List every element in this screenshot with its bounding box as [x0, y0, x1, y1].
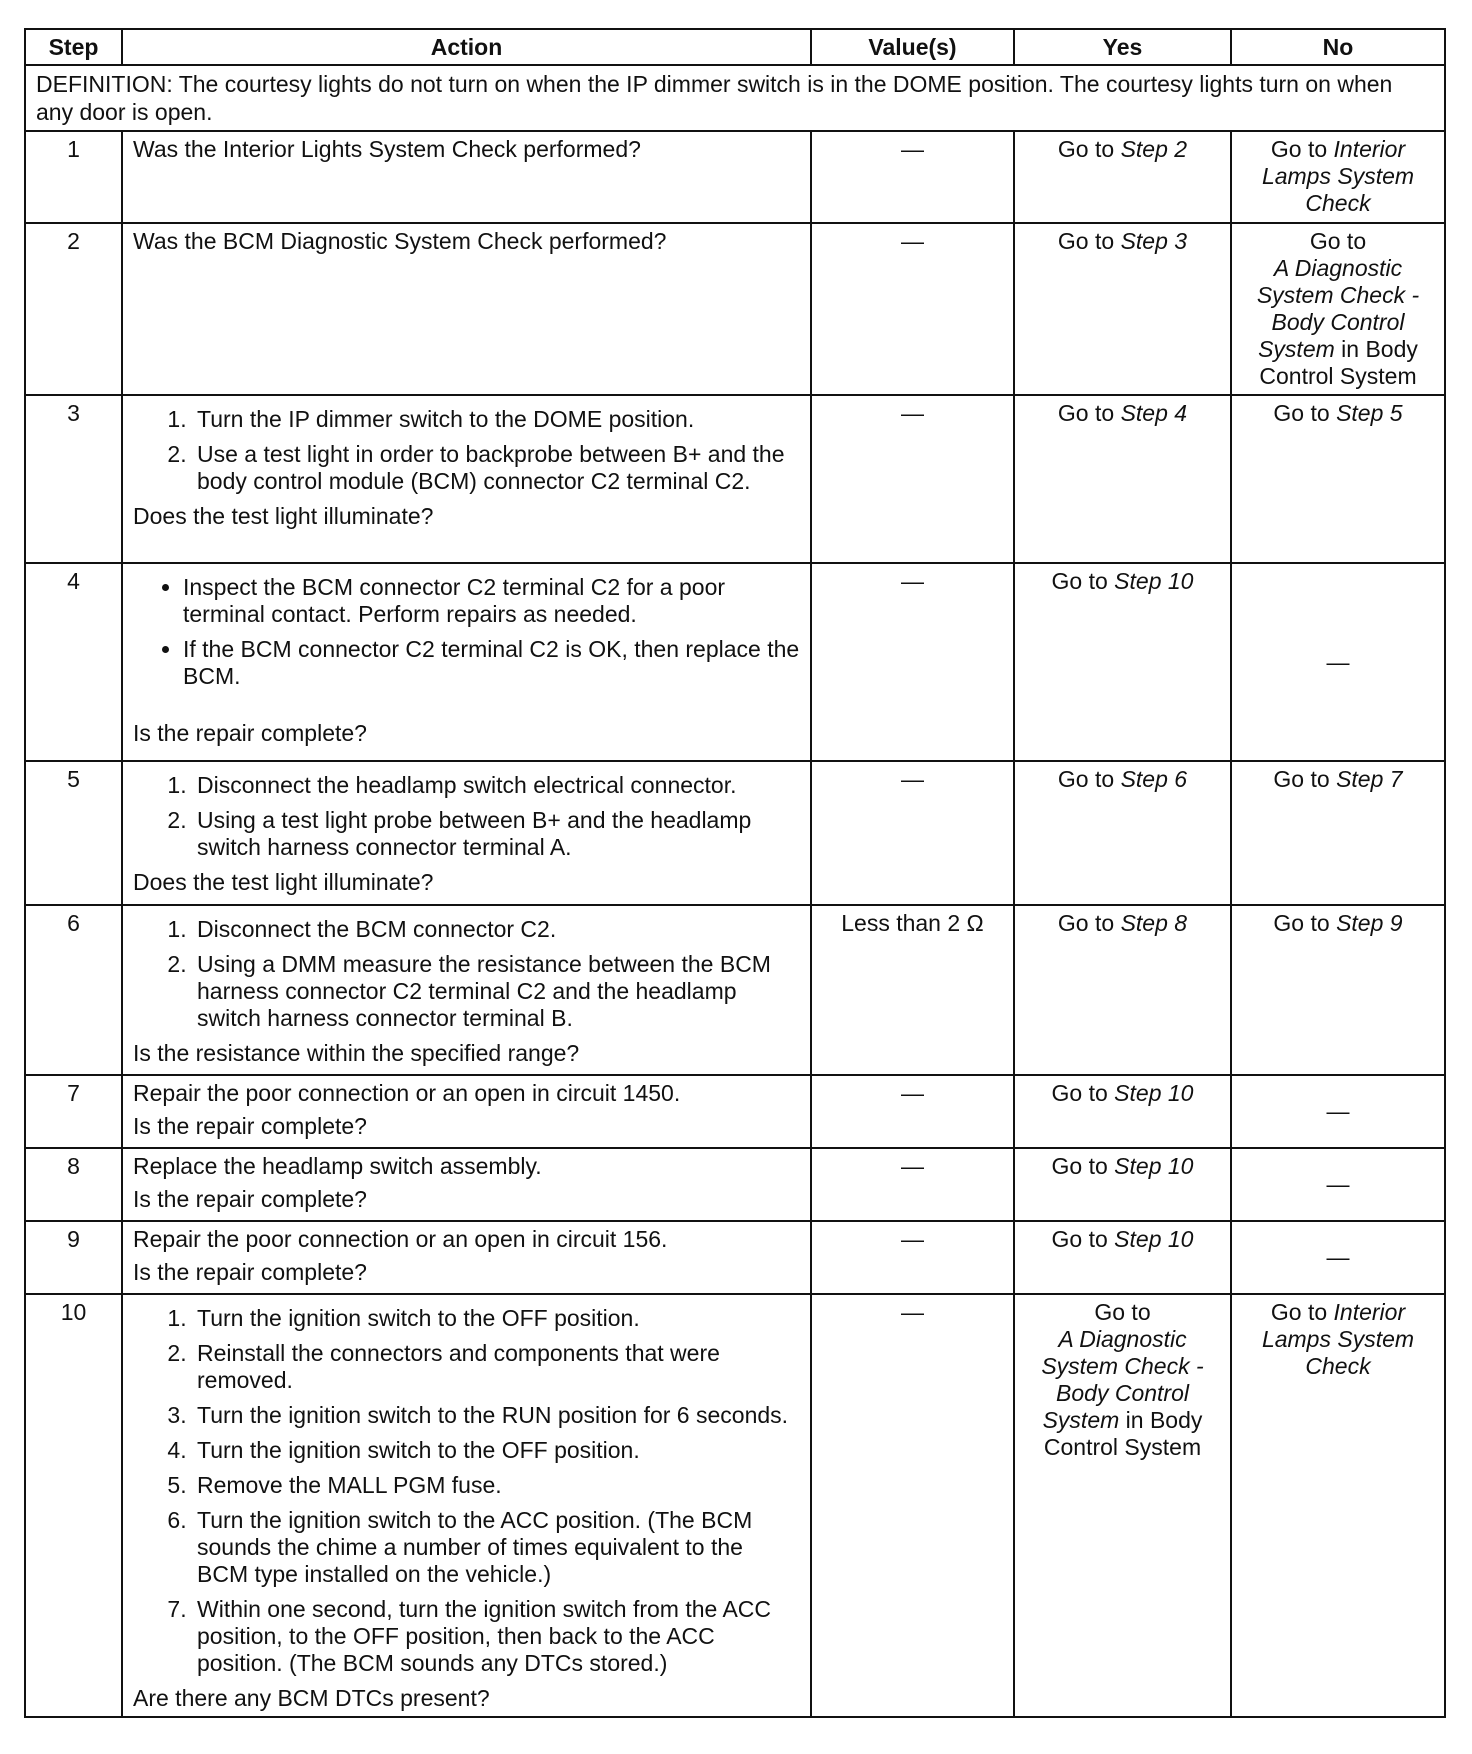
step-number: 7	[25, 1075, 122, 1148]
list-item: 1. Turn the ignition switch to the OFF position.	[193, 1305, 800, 1332]
action-cell	[122, 1294, 811, 1717]
yes-cell: Go to Step 10	[1014, 1075, 1231, 1148]
yes-cell: Go to Step 10	[1014, 1221, 1231, 1294]
step-number: 5	[25, 761, 122, 905]
list-item: 3. Turn the ignition switch to the RUN position for 6 seconds.	[193, 1402, 800, 1429]
header-action: Action	[122, 29, 811, 65]
value-cell: —	[811, 1075, 1014, 1148]
no-cell: —	[1231, 1148, 1445, 1221]
action-question: Is the repair complete?	[133, 1113, 367, 1139]
yes-cell: Go to Step 10	[1014, 563, 1231, 761]
list-item: 4. Turn the ignition switch to the OFF position.	[193, 1437, 800, 1464]
table-row	[25, 223, 1445, 395]
list-item: 2. Use a test light in order to backprobe between B+ and the body control module (BCM) connector C2 terminal C2.	[193, 441, 800, 495]
step-number: 4	[25, 563, 122, 761]
no-step-link[interactable]: A Diagnostic System Check - Body Control System	[1256, 255, 1420, 362]
table-row	[25, 1294, 1445, 1717]
value-cell: —	[811, 131, 1014, 223]
header-step: Step	[25, 29, 122, 65]
yes-step-link[interactable]: Step 6	[1120, 766, 1188, 792]
yes-step-link[interactable]: A Diagnostic System Check - Body Control System	[1041, 1326, 1204, 1433]
yes-cell: Go to Step 4	[1014, 395, 1231, 563]
yes-step-link[interactable]: Step 8	[1120, 910, 1188, 936]
table-row	[25, 1148, 1445, 1221]
yes-cell: Go to A Diagnostic System Check - Body Control System in Body Control System	[1014, 1294, 1231, 1717]
action-question: Is the repair complete?	[133, 720, 367, 746]
table-row	[25, 131, 1445, 223]
step-number: 6	[25, 905, 122, 1075]
no-cell: Go to Step 9	[1231, 905, 1445, 1075]
value-cell: —	[811, 1221, 1014, 1294]
action-list	[133, 574, 800, 690]
value-cell: Less than 2 Ω	[811, 905, 1014, 1075]
action-question: Does the test light illuminate?	[133, 869, 434, 895]
list-item: 1. Disconnect the headlamp switch electrical connector.	[193, 772, 800, 799]
action-cell	[122, 905, 811, 1075]
list-item: 1. Turn the IP dimmer switch to the DOME position.	[193, 406, 800, 433]
yes-cell: Go to Step 10	[1014, 1148, 1231, 1221]
action-text: Replace the headlamp switch assembly.	[133, 1153, 542, 1179]
action-question: Is the resistance within the specified range?	[133, 1040, 580, 1066]
action-question: Is the repair complete?	[133, 1186, 367, 1212]
yes-step-link[interactable]: Step 10	[1114, 1080, 1194, 1106]
step-number: 9	[25, 1221, 122, 1294]
list-item: 7. Within one second, turn the ignition switch from the ACC position, to the OFF position, then back to the ACC position. (The BCM sounds any DTCs stored.)	[193, 1596, 800, 1677]
list-item: 2. Using a test light probe between B+ and the headlamp switch harness connector terminal A.	[193, 807, 800, 861]
no-step-link[interactable]: Interior Lamps System Check	[1261, 136, 1415, 216]
action-question: Are there any BCM DTCs present?	[133, 1685, 490, 1711]
header-row	[25, 29, 1445, 65]
action-cell	[122, 1221, 811, 1294]
step-number: 8	[25, 1148, 122, 1221]
list-item: 2. Using a DMM measure the resistance between the BCM harness connector C2 terminal C2 and the headlamp switch harness connector terminal B.	[193, 951, 800, 1032]
step-number: 2	[25, 223, 122, 395]
list-item: • Inspect the BCM connector C2 terminal C2 for a poor terminal contact. Perform repairs as needed.	[183, 574, 800, 628]
no-cell: —	[1231, 1075, 1445, 1148]
action-cell	[122, 1075, 811, 1148]
no-step-link[interactable]: Step 5	[1336, 400, 1403, 426]
table-row	[25, 395, 1445, 563]
action-list	[133, 1305, 800, 1677]
no-cell: Go to Step 5	[1231, 395, 1445, 563]
action-question: Was the BCM Diagnostic System Check performed?	[133, 228, 667, 254]
action-list	[133, 772, 800, 861]
no-step-link[interactable]: Step 9	[1336, 910, 1403, 936]
yes-cell: Go to Step 3	[1014, 223, 1231, 395]
yes-step-link[interactable]: Step 10	[1114, 1153, 1194, 1179]
no-cell: —	[1231, 1221, 1445, 1294]
definition-text: DEFINITION: The courtesy lights do not turn on when the IP dimmer switch is in the DOME position. The courtesy lights turn on when any door is open.	[25, 65, 1445, 131]
value-cell: —	[811, 1148, 1014, 1221]
definition-row	[25, 65, 1445, 131]
action-question: Was the Interior Lights System Check performed?	[133, 136, 641, 162]
step-number: 1	[25, 131, 122, 223]
list-item: 6. Turn the ignition switch to the ACC position. (The BCM sounds the chime a number of times equivalent to the BCM type installed on the vehicle.)	[193, 1507, 800, 1588]
list-item: 2. Reinstall the connectors and components that were removed.	[193, 1340, 800, 1394]
action-list	[133, 406, 800, 495]
no-cell: Go to Interior Lamps System Check	[1231, 131, 1445, 223]
step-number: 10	[25, 1294, 122, 1717]
value-cell: —	[811, 395, 1014, 563]
action-list	[133, 916, 800, 1032]
yes-step-link[interactable]: Step 2	[1120, 136, 1188, 162]
header-values: Value(s)	[811, 29, 1014, 65]
diagnostic-table	[24, 28, 1446, 1718]
list-item: • If the BCM connector C2 terminal C2 is OK, then replace the BCM.	[183, 636, 800, 690]
action-cell	[122, 1148, 811, 1221]
yes-step-link[interactable]: Step 10	[1114, 1226, 1194, 1252]
table-row	[25, 905, 1445, 1075]
yes-step-link[interactable]: Step 4	[1120, 400, 1188, 426]
action-cell	[122, 131, 811, 223]
action-text: Repair the poor connection or an open in circuit 156.	[133, 1226, 668, 1252]
no-cell: Go to Step 7	[1231, 761, 1445, 905]
yes-cell: Go to Step 8	[1014, 905, 1231, 1075]
action-cell	[122, 563, 811, 761]
action-question: Is the repair complete?	[133, 1259, 367, 1285]
no-step-link[interactable]: Interior Lamps System Check	[1261, 1299, 1415, 1379]
no-cell: Go to Interior Lamps System Check	[1231, 1294, 1445, 1717]
value-cell: —	[811, 1294, 1014, 1717]
yes-cell: Go to Step 6	[1014, 761, 1231, 905]
list-item: 5. Remove the MALL PGM fuse.	[193, 1472, 800, 1499]
table-row	[25, 761, 1445, 905]
value-cell: —	[811, 761, 1014, 905]
no-cell: —	[1231, 563, 1445, 761]
table-row	[25, 563, 1445, 761]
yes-step-link[interactable]: Step 3	[1120, 228, 1188, 254]
yes-step-link[interactable]: Step 10	[1114, 568, 1194, 594]
action-question: Does the test light illuminate?	[133, 503, 434, 529]
action-cell	[122, 395, 811, 563]
table-row	[25, 1075, 1445, 1148]
value-cell: —	[811, 223, 1014, 395]
action-text: Repair the poor connection or an open in circuit 1450.	[133, 1080, 681, 1106]
yes-cell: Go to Step 2	[1014, 131, 1231, 223]
header-yes: Yes	[1014, 29, 1231, 65]
list-item: 1. Disconnect the BCM connector C2.	[193, 916, 800, 943]
value-cell: —	[811, 563, 1014, 761]
no-step-link[interactable]: Step 7	[1336, 766, 1403, 792]
step-number: 3	[25, 395, 122, 563]
no-cell: Go to A Diagnostic System Check - Body Control System in Body Control System	[1231, 223, 1445, 395]
header-no: No	[1231, 29, 1445, 65]
table-row	[25, 1221, 1445, 1294]
action-cell	[122, 223, 811, 395]
action-cell	[122, 761, 811, 905]
